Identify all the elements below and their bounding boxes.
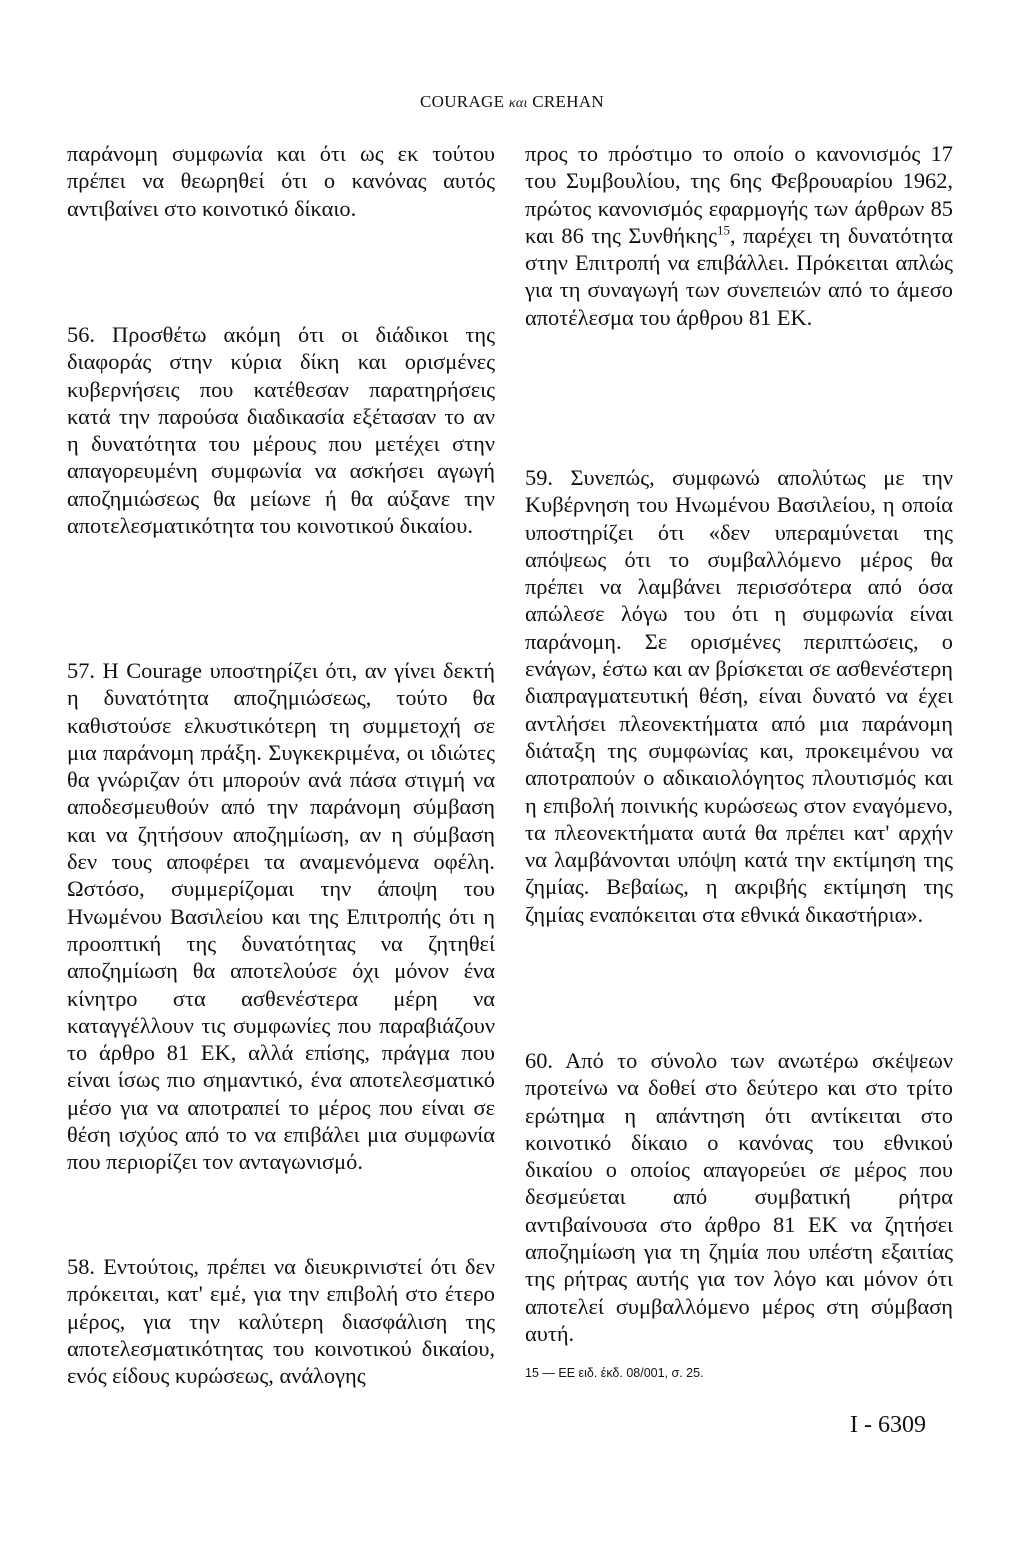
running-header — [0, 92, 1024, 112]
page-number: I - 6309 — [850, 1412, 926, 1438]
paragraph-continuation-left: παράνομη συμφωνία και ότι ως εκ τούτου πρέπει να θεωρηθεί ότι ο κανόνας αυτός αντιβαίνει στο κοινοτικό δίκαιο. — [67, 141, 495, 221]
paragraph-59 — [525, 464, 953, 928]
paragraph-57 — [67, 657, 495, 1176]
footnote-reference[interactable]: 15 — [716, 222, 730, 238]
paragraph-number: 60. — [525, 1048, 553, 1073]
paragraph-56 — [67, 321, 495, 539]
paragraph-text: προς το πρόστιμο το οποίο ο κανονισμός 17 του Συμβουλίου, της 6ης Φεβρουαρίου 1962, πρώτος κανονισμός εφαρμογής των άρθρων 85 και 86 της Συνθήκης — [525, 141, 953, 248]
paragraph-text: , παρέχει τη δυνατότητα στην Επιτροπή να επιβάλλει. Πρόκειται απλώς για τη συναγωγή των συνεπειών από το άμεσο αποτέλεσμα του άρθρου 81 ΕΚ. — [525, 222, 953, 330]
paragraph-text: Η Courage υποστηρίζει ότι, αν γίνει δεκτή η δυνατότητα αποζημιώσεως, τούτο θα καθιστούσε ελκυστικότερη τη συμμετοχή σε μια παράνομη πράξη. Συγκεκριμένα, οι ιδιώτες θα γνώριζαν ότι μπορούν ανά πάσα στιγμή να αποδεσμευθούν από την παράνομη σύμβαση και να ζητήσουν αποζημίωση, αν η σύμβαση δεν τους αποφέρει τα αναμενόμενα οφέλη. Ωστόσο, συμμερίζομαι την άποψη του Ηνωμένου Βασιλείου και της Επιτροπής ότι η προοπτική της δυνατότητας να ζητηθεί αποζημίωση θα αποτελούσε όχι μόνον ένα κίνητρο στα ασθενέστερα μέρη να καταγγέλλουν τις συμφωνίες που παραβιάζουν το άρθρο 81 ΕΚ, αλλά επίσης, πράγμα που είναι ίσως πιο σημαντικό, ένα αποτελεσματικό μέσο για να αποτραπεί το μέρος που είναι σε θέση ισχύος από το να επιβάλει μια συμφωνία που περιορίζει τον ανταγωνισμό. — [67, 658, 495, 1175]
header-party-2: CREHAN — [532, 92, 604, 111]
paragraph-text: Εντούτοις, πρέπει να διευκρινιστεί ότι δεν πρόκειται, κατ' εμέ, για την επιβολή στο έτερο μέρος, για την καλύτερη διασφάλιση της αποτελεσματικότητας του κοινοτικού δικαίου, ενός είδους κυρώσεως, ανάλογης — [67, 1254, 495, 1389]
footnote-number: 15 — [525, 1366, 539, 1380]
paragraph-58 — [67, 1253, 495, 1389]
paragraph-number: 57. — [67, 658, 95, 683]
header-conjunction: και — [508, 96, 528, 111]
paragraph-text: Από το σύνολο των ανωτέρω σκέψεων προτείνω να δοθεί στο δεύτερο και στο τρίτο ερώτημα η απάντηση ότι αντίκειται στο κοινοτικό δίκαιο ο κανόνας του εθνικού δικαίου ο οποίος απαγορεύει σε μέρος που δεσμεύεται από συμβατική ρήτρα αντιβαίνουσα στο άρθρο 81 ΕΚ να ζητήσει αποζημίωση για τη ζημία που υπέστη εξαιτίας της ρήτρας αυτής για τον λόγο και μόνον ότι αποτελεί συμβαλλόμενο μέρος στη σύμβαση αυτή. — [525, 1048, 953, 1346]
footnote-text: — ΕΕ ειδ. έκδ. 08/001, σ. 25. — [542, 1366, 704, 1380]
paragraph-text: Συνεπώς, συμφωνώ απολύτως με την Κυβέρνηση του Ηνωμένου Βασιλείου, η οποία υποστηρίζει ότι «δεν υπεραμύνεται της απόψεως ότι το συμβαλλόμενο μέρος θα πρέπει να λαμβάνει περισσότερα από όσα απώλεσε λόγω του ότι η συμφωνία είναι παράνομη. Σε ορισμένες περιπτώσεις, ο ενάγων, έστω και αν βρίσκεται σε ασθενέστερη διαπραγματευτική θέση, είναι δυνατό να έχει αντλήσει πλεονεκτήματα από μια παράνομη διάταξη της συμφωνίας και, προκειμένου να αποτραπούν ο αδικαιολόγητος πλουτισμός και η επιβολή ποινικής κυρώσεως στον εναγόμενο, τα πλεονεκτήματα αυτά θα πρέπει κατ' αρχήν να λαμβάνονται υπόψη κατά την εκτίμηση της ζημίας. Βεβαίως, η ακριβής εκτίμηση της ζημίας εναπόκειται στα εθνικά δικαστήρια». — [525, 465, 953, 927]
paragraph-continuation-right — [525, 140, 953, 331]
paragraph-number: 56. — [67, 322, 95, 347]
header-party-1: COURAGE — [420, 92, 505, 111]
paragraph-60 — [525, 1047, 953, 1347]
paragraph-text: Προσθέτω ακόμη ότι οι διάδικοι της διαφοράς στην κύρια δίκη και ορισμένες κυβερνήσεις που κατέθεσαν παρατηρήσεις κατά την παρούσα διαδικασία εξέτασαν το αν η δυνατότητα του μέρους που μετέχει στην απαγορευμένη συμφωνία να ασκήσει αγωγή αποζημιώσεως θα μείωνε ή θα αύξανε την αποτελεσματικότητα του κοινοτικού δικαίου. — [67, 322, 495, 539]
footnote — [525, 1366, 704, 1380]
paragraph-number: 58. — [67, 1254, 95, 1279]
paragraph-number: 59. — [525, 465, 553, 490]
